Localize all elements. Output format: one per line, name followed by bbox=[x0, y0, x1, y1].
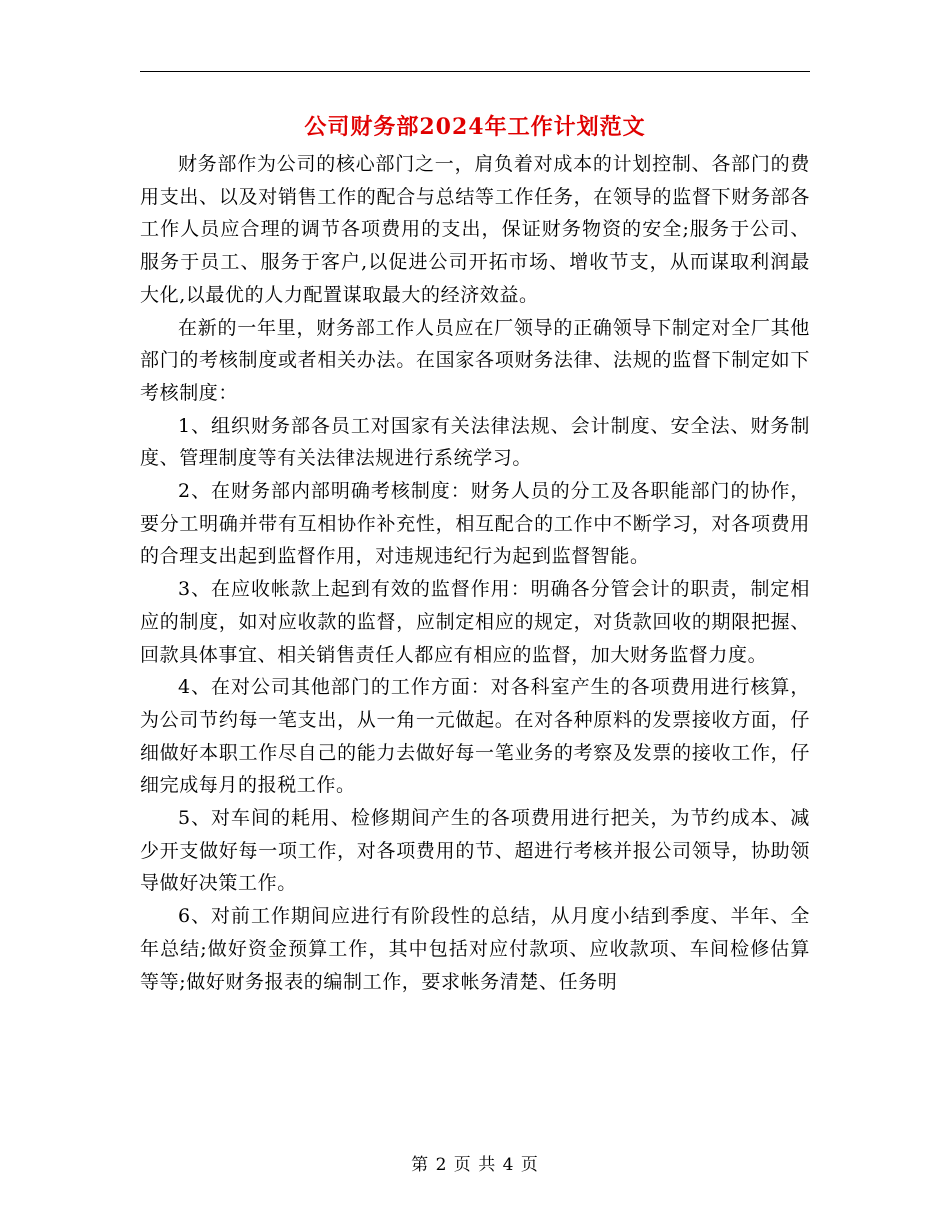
paragraph-item-1: 1、组织财务部各员工对国家有关法律法规、会计制度、安全法、财务制度、管理制度等有关法律法规进行系统学习。 bbox=[140, 414, 810, 470]
paragraph-item-5: 5、对车间的耗用、检修期间产生的各项费用进行把关，为节约成本、减少开支做好每一项工作，对各项费用的节、超进行考核并报公司领导，协助领导做好决策工作。 bbox=[140, 807, 810, 895]
document-title: 公司财务部2024年工作计划范文 bbox=[304, 114, 646, 140]
document-body bbox=[140, 148, 810, 998]
paragraph-intro: 财务部作为公司的核心部门之一，肩负着对成本的计划控制、各部门的费用支出、以及对销售工作的配合与总结等工作任务，在领导的监督下财务部各工作人员应合理的调节各项费用的支出，保证财务物资的安全;服务于公司、服务于员工、服务于客户,以促进公司开拓市场、增收节支，从而谋取利润最大化,以最优的人力配置谋取最大的经济效益。 bbox=[140, 153, 810, 306]
page-number-label: 第 2 页 共 4 页 bbox=[411, 1155, 539, 1175]
paragraph-assessment-intro: 在新的一年里，财务部工作人员应在厂领导的正确领导下制定对全厂其他部门的考核制度或者相关办法。在国家各项财务法律、法规的监督下制定如下考核制度： bbox=[140, 316, 810, 404]
paragraph-item-2: 2、在财务部内部明确考核制度：财务人员的分工及各职能部门的协作，要分工明确并带有互相协作补充性，相互配合的工作中不断学习，对各项费用的合理支出起到监督作用，对违规违纪行为起到监督智能。 bbox=[140, 480, 810, 568]
page-number-footer bbox=[0, 1150, 950, 1180]
header-rule bbox=[140, 71, 810, 72]
paragraph-item-6: 6、对前工作期间应进行有阶段性的总结，从月度小结到季度、半年、全年总结;做好资金预算工作，其中包括对应付款项、应收款项、车间检修估算等等;做好财务报表的编制工作，要求帐务清楚、任务明 bbox=[140, 905, 810, 993]
paragraph-item-3: 3、在应收帐款上起到有效的监督作用：明确各分管会计的职责，制定相应的制度，如对应收款的监督，应制定相应的规定，对货款回收的期限把握、回款具体事宜、相关销售责任人都应有相应的监督，加大财务监督力度。 bbox=[140, 578, 810, 666]
paragraph-item-4: 4、在对公司其他部门的工作方面：对各科室产生的各项费用进行核算，为公司节约每一笔支出，从一角一元做起。在对各种原料的发票接收方面，仔细做好本职工作尽自己的能力去做好每一笔业务的考察及发票的接收工作，仔细完成每月的报税工作。 bbox=[140, 676, 810, 797]
